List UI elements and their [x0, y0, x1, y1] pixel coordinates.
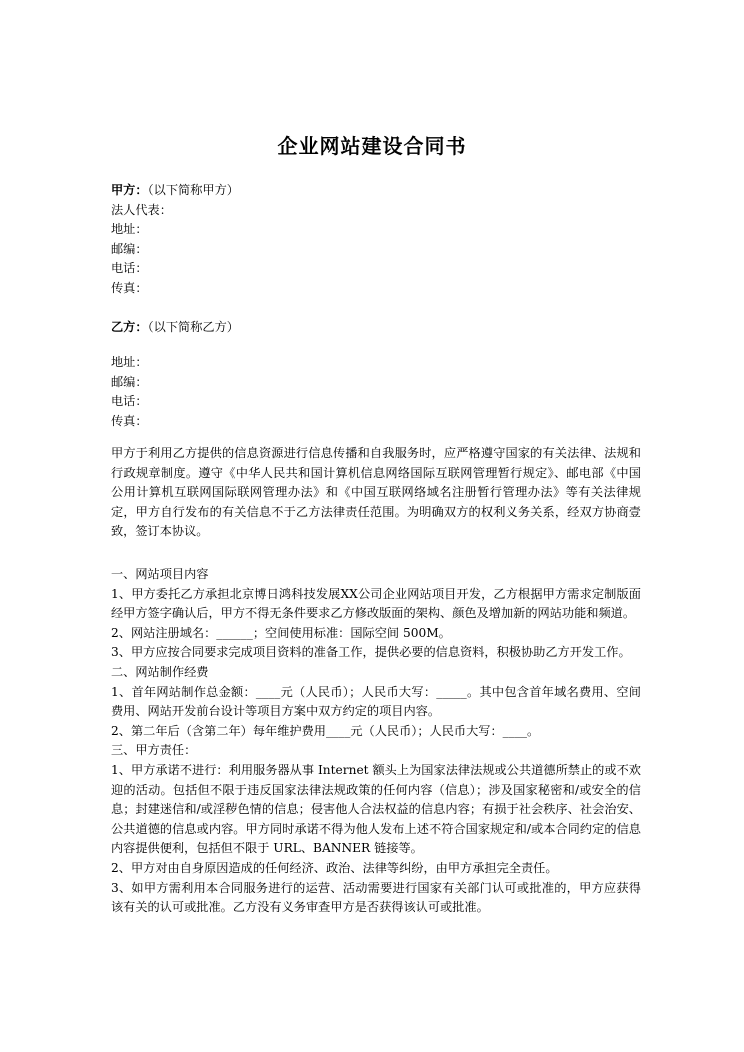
party-b-note: （以下简称乙方） [147, 320, 239, 334]
party-a-phone: 电话： [111, 261, 148, 276]
party-a-heading [111, 181, 641, 201]
section-3-item-3: 3、如甲方需利用本合同服务进行的运营、活动需要进行国家有关部门认可或批准的，甲方应获得该有关的认可或批准。乙方没有义务审查甲方是否获得该认可或批准。 [111, 880, 641, 915]
intro-paragraph: 甲方于利用乙方提供的信息资源进行信息传播和自我服务时，应严格遵守国家的有关法律、法规和行政规章制度。遵守《中华人民共和国计算机信息网络国际互联网管理暂行规定》、邮电部《中国公用计算机互联网国际联网管理办法》和《中国互联网络域名注册暂行管理办法》等有关法律规定，甲方自行发布的有关信息不于乙方法律责任范围。为明确双方的权利义务关系，经双方协商壹致，签订本协议。 [111, 446, 641, 539]
party-b-phone: 电话： [111, 394, 148, 409]
section-3-item-1: 1、甲方承诺不进行：利用服务器从事 Internet 额头上为国家法律法规或公共道德所禁止的或不欢迎的活动。包括但不限于违反国家法律法规政策的任何内容（信息）；涉及国家秘密和/或安全的信息；封建迷信和/或淫秽色情的信息；侵害他人合法权益的信息内容；有损于社会秩序、社会治安、公共道德的信息或内容。甲方同时承诺不得为他人发布上述不符合国家规定和/或本合同约定的信息内容提供便利，包括但不限于 URL、BANNER 链接等。 [111, 762, 641, 856]
section-3-heading: 三、甲方责任： [111, 743, 197, 758]
party-b-fax: 传真： [111, 413, 148, 428]
party-a-label: 甲方： [111, 183, 148, 197]
section-1-item-2: 2、网站注册域名：______；空间使用标准：国际空间 500M。 [111, 625, 451, 640]
section-3-item-2: 2、甲方对由自身原因造成的任何经济、政治、法律等纠纷，由甲方承担完全责任。 [111, 860, 558, 875]
section-1-item-3: 3、甲方应按合同要求完成项目资料的准备工作，提供必要的信息资料，积极协助乙方开发工作。 [111, 645, 631, 660]
document-title: 企业网站建设合同书 [277, 134, 467, 158]
party-a-address: 地址： [111, 222, 148, 237]
party-a-postcode: 邮编： [111, 241, 148, 256]
party-a-fax: 传真： [111, 280, 148, 295]
party-b-heading-block [111, 318, 641, 338]
party-b-address: 地址： [111, 355, 148, 369]
party-b-block [111, 353, 641, 431]
section-2-item-2: 2、第二年后（含第二年）每年维护费用____元（人民币）；人民币大写：____。 [111, 723, 540, 738]
section-1-item-1: 1、甲方委托乙方承担北京博日鸿科技发展XX公司企业网站项目开发，乙方根据甲方需求定制版面经甲方签字确认后，甲方不得无条件要求乙方修改版面的架构、颜色及增加新的网站功能和频道。 [111, 586, 641, 621]
section-2-heading: 二、网站制作经费 [111, 664, 209, 679]
party-a-note: （以下简称甲方） [147, 183, 239, 197]
section-1-heading: 一、网站项目内容 [111, 567, 209, 581]
party-a-block [111, 181, 641, 299]
section-2-item-1: 1、首年网站制作总金额：____元（人民币）；人民币大写：_____。其中包含首年域名费用、空间费用、网站开发前台设计等项目方案中双方约定的项目内容。 [111, 684, 641, 719]
party-a-legal-rep: 法人代表： [111, 202, 172, 217]
contract-body [111, 565, 641, 918]
party-b-label: 乙方： [111, 320, 148, 334]
party-b-heading [111, 318, 641, 338]
party-b-postcode: 邮编： [111, 374, 148, 389]
